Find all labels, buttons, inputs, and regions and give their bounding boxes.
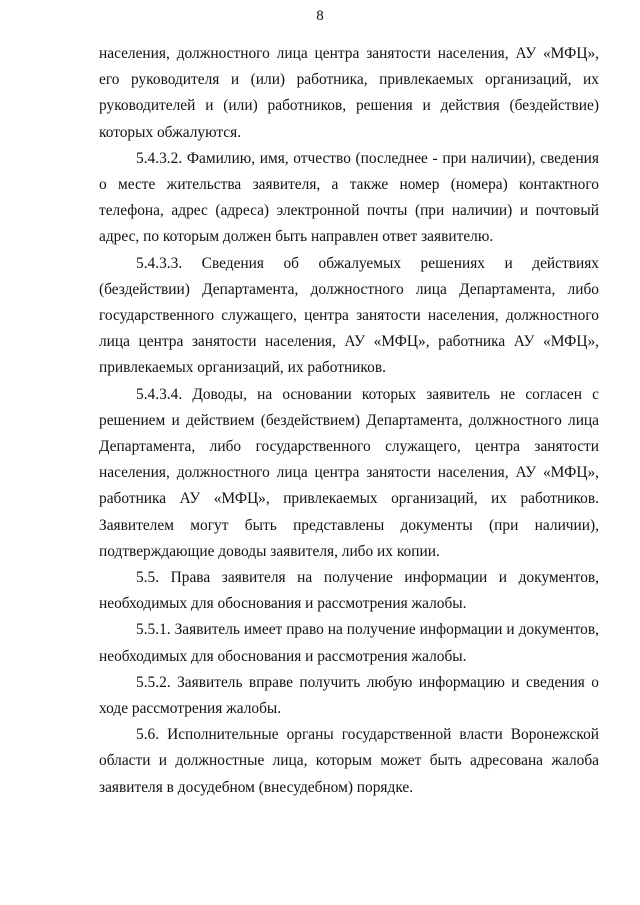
- document-body: [99, 41, 599, 801]
- paragraph-5-5-1: 5.5.1. Заявитель имеет право на получение информации и документов, необходимых для обоснования и рассмотрения жалобы.: [99, 621, 599, 665]
- paragraph-5-6: 5.6. Исполнительные органы государственной власти Воронежской области и должностные лица, которым может быть адресована жалоба заявителя в досудебном (внесудебном) порядке.: [99, 726, 599, 796]
- paragraph-5-5: 5.5. Права заявителя на получение информации и документов, необходимых для обоснования и рассмотрения жалобы.: [99, 569, 599, 613]
- paragraph-5-5-2: 5.5.2. Заявитель вправе получить любую информацию и сведения о ходе рассмотрения жалобы.: [99, 673, 599, 718]
- paragraph-5-4-3-4: 5.4.3.4. Доводы, на основании которых заявитель не согласен с решением и действием (бездействием) Департамента, должностного лица Департамента, либо государственного служащего, центра занятости населения, должностного лица центра занятости населения, АУ «МФЦ», работника АУ «МФЦ», привлекаемых организаций, их работников. Заявителем могут быть представлены документы (при наличии), подтверждающие доводы заявителя, либо их копии.: [99, 385, 599, 560]
- paragraph-continuation: населения, должностного лица центра занятости населения, АУ «МФЦ», его руководителя и (или) работника, привлекаемых организаций, их руководителей и (или) работников, решения и действия (бездействие) которых обжалуются.: [99, 45, 599, 141]
- paragraph-5-4-3-3: 5.4.3.3. Сведения об обжалуемых решениях и действиях (бездействии) Департамента, должностного лица Департамента, либо государственного служащего, центра занятости населения, должностного лица центра занятости населения, АУ «МФЦ», работника АУ «МФЦ», привлекаемых организаций, их работников.: [99, 254, 599, 377]
- paragraph-5-4-3-2: 5.4.3.2. Фамилию, имя, отчество (последнее - при наличии), сведения о месте жительства заявителя, а также номер (номера) контактного телефона, адрес (адреса) электронной почты (при наличии) и почтовый адрес, по которым должен быть направлен ответ заявителю.: [99, 149, 599, 246]
- page-number: 8: [316, 8, 324, 24]
